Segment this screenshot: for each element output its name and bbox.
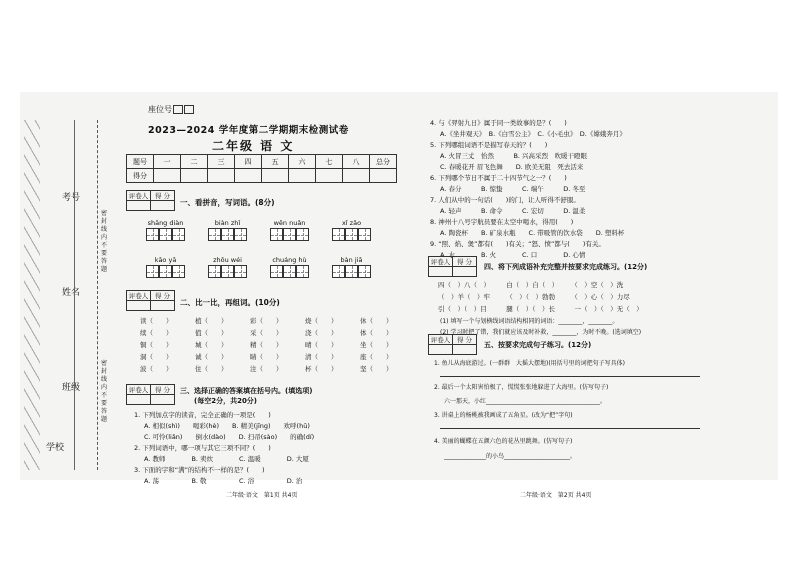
seat-number xyxy=(148,104,194,115)
reviewer-label: 评卷人 xyxy=(429,257,453,267)
section-4-title: 四、将下列成语补充完整并按要求完成练习。(12分) xyxy=(484,263,648,271)
grader-box xyxy=(428,256,477,277)
compare-item[interactable]: 值（ ） xyxy=(195,329,228,337)
char-box[interactable] xyxy=(358,265,371,278)
score-label: 得 分 xyxy=(151,385,175,395)
idiom-note-2[interactable]: (2) 学习时把了错，我们就应该及时补救，________，为时不晚。(选词填空) xyxy=(440,329,642,336)
seal-line xyxy=(97,120,98,470)
score-cell[interactable] xyxy=(453,345,477,355)
grader-box xyxy=(126,290,175,311)
question-2: 2. 下列词语中，哪一项与其它三项不同？( ) xyxy=(134,444,271,452)
char-box[interactable] xyxy=(159,265,172,278)
question-5: 5. 下列哪组词语不是描写春天的？( ) xyxy=(430,141,548,149)
char-box[interactable] xyxy=(221,265,234,278)
char-box[interactable] xyxy=(296,265,309,278)
pinyin-text: biàn zhǐ xyxy=(214,219,241,227)
section-3-points: (每空2分，共20分) xyxy=(194,397,258,405)
sentence-q4: 4. 美丽的蝴蝶在五颜六色的花丛里跳舞。(仿写句子) xyxy=(434,438,573,445)
compare-item[interactable]: 精（ ） xyxy=(250,341,283,349)
char-box[interactable] xyxy=(208,228,221,241)
char-box[interactable] xyxy=(345,228,358,241)
question-3-options[interactable]: A. 荡 B. 敬 C. 浴 D. 治 xyxy=(144,477,303,485)
question-4: 4. 与《羿射九日》属于同一类故事的是？( ) xyxy=(430,119,567,127)
score-cell[interactable] xyxy=(154,169,181,183)
answer-line[interactable] xyxy=(440,376,700,377)
compare-item[interactable]: 坚（ ） xyxy=(360,365,393,373)
compare-item[interactable]: 城（ ） xyxy=(195,341,228,349)
grader-box xyxy=(126,384,175,405)
sentence-q2: 2. 最后一个太阳害怕极了，慌慌张张地躲进了大海里。(仿写句子) xyxy=(434,384,609,391)
pinyin-item xyxy=(208,256,247,278)
idiom-row[interactable]: 四（ ）八（ ） 白（ ）自（ ） （ ）空（ ）洗 xyxy=(438,281,624,289)
compare-item[interactable]: 杯（ ） xyxy=(305,365,338,373)
compare-item[interactable]: 清（ ） xyxy=(305,353,338,361)
compare-item[interactable]: 洞（ ） xyxy=(140,353,173,361)
score-cell[interactable] xyxy=(262,169,289,183)
char-box[interactable] xyxy=(159,228,172,241)
char-box[interactable] xyxy=(146,265,159,278)
paper-sheet xyxy=(20,92,778,480)
compare-item[interactable]: 植（ ） xyxy=(195,317,228,325)
reviewer-label: 评卷人 xyxy=(127,385,151,395)
seal-text: 密封线内不要答题 xyxy=(101,210,108,273)
compare-row xyxy=(140,364,410,373)
compare-row xyxy=(140,328,410,337)
score-cell[interactable] xyxy=(343,169,370,183)
seat-box-2[interactable] xyxy=(184,105,194,114)
question-1-options-b[interactable]: C. 可怜(liǎn) 倒水(dào) D. 扫帚(sào) 的确(dí) xyxy=(144,433,315,441)
compare-item[interactable]: 睛（ ） xyxy=(250,353,283,361)
question-7: 7. 人们从中的一句话( )的门，让人听得不舒服。 xyxy=(430,196,580,204)
pinyin-item xyxy=(332,256,371,278)
compare-item[interactable]: 诚（ ） xyxy=(195,353,228,361)
compare-item[interactable]: 浇（ ） xyxy=(305,329,338,337)
score-header-cell: 二 xyxy=(181,155,208,169)
score-cell[interactable] xyxy=(151,301,175,311)
char-box[interactable] xyxy=(283,228,296,241)
score-header-cell: 题号 xyxy=(127,155,154,169)
score-cell[interactable] xyxy=(181,169,208,183)
compare-item[interactable]: 坐（ ） xyxy=(360,341,393,349)
pinyin-item xyxy=(146,219,185,241)
compare-item[interactable]: 住（ ） xyxy=(195,365,228,373)
char-box[interactable] xyxy=(146,228,159,241)
char-box[interactable] xyxy=(234,228,247,241)
section-2-title: 二、比一比，再组词。(10分) xyxy=(180,298,280,307)
seat-label: 座位号 xyxy=(148,105,172,114)
name-label: 姓名 xyxy=(62,288,81,298)
school-label: 学校 xyxy=(46,443,65,453)
reviewer-label: 评卷人 xyxy=(429,335,453,345)
reviewer-cell[interactable] xyxy=(127,201,151,211)
char-box[interactable] xyxy=(283,265,296,278)
compare-item[interactable]: 晴（ ） xyxy=(305,341,338,349)
char-box[interactable] xyxy=(296,228,309,241)
score-row-label: 得分 xyxy=(127,169,154,183)
question-8: 8. 神州十八号宇航员要在太空中喝水，得用( ) xyxy=(430,218,574,226)
page-footer-left: 二年级·语文 第1页 共4页 xyxy=(226,492,298,499)
char-box[interactable] xyxy=(172,228,185,241)
question-1: 1. 下列加点字的读音，完全正确的一项是( ) xyxy=(134,411,271,419)
char-box[interactable] xyxy=(332,228,345,241)
question-8-options[interactable]: A. 陶瓷杯 B. 矿泉水瓶 C. 带吸管的饮水袋 D. 塑料杯 xyxy=(440,229,625,237)
char-box[interactable] xyxy=(234,265,247,278)
pinyin-item xyxy=(208,219,247,241)
reviewer-label: 评卷人 xyxy=(127,191,151,201)
pinyin-text: shāng diàn xyxy=(147,219,184,227)
question-9: 9. “照、焰、煲”都有( )有关；“怒、愤”都与( )有关。 xyxy=(430,240,605,248)
compare-row xyxy=(140,340,410,349)
pinyin-text: chuáng hù xyxy=(272,256,307,264)
pinyin-text: kāo yā xyxy=(154,256,177,264)
score-table xyxy=(126,154,397,183)
pinyin-text: wēn nuǎn xyxy=(273,219,306,227)
idiom-note-1[interactable]: (1) 填写一个与划横线词语结构相同的词语：________，________。 xyxy=(440,318,619,325)
score-header-cell: 一 xyxy=(154,155,181,169)
question-5-options-a[interactable]: A. 火冒三丈 怡然 B. 兴高采烈 吹暖干瞪眼 xyxy=(440,152,588,160)
question-2-options[interactable]: A. 教师 B. 卖炊 C. 温暖 D. 大厦 xyxy=(144,455,309,463)
compare-item[interactable]: 铜（ ） xyxy=(140,341,173,349)
score-header-cell: 六 xyxy=(289,155,316,169)
compare-item[interactable]: 座（ ） xyxy=(360,353,393,361)
sentence-q2-prompt[interactable]: 六一那天，小红______________________________________。 xyxy=(444,398,607,405)
pinyin-text: xǐ zǎo xyxy=(341,219,362,227)
score-cell[interactable] xyxy=(208,169,235,183)
reviewer-label: 评卷人 xyxy=(127,291,151,301)
compare-item[interactable]: 读（ ） xyxy=(140,317,173,325)
compare-item[interactable]: 彩（ ） xyxy=(250,317,283,325)
compare-item[interactable]: 体（ ） xyxy=(360,329,393,337)
sentence-q3: 3. 讲桌上的杨桃被我画成了五角星。(改为“把”字句) xyxy=(434,412,573,419)
char-box[interactable] xyxy=(345,265,358,278)
section-1-title: 一、看拼音，写词语。(8分) xyxy=(180,198,275,207)
idiom-row[interactable]: 引（ ）（ ）目 腿（ ）（ ）长 一（ ）（ ）无（ ） xyxy=(438,305,643,313)
score-cell[interactable] xyxy=(151,201,175,211)
class-label: 班级 xyxy=(62,383,81,393)
compare-item[interactable]: 注（ ） xyxy=(250,365,283,373)
reviewer-cell[interactable] xyxy=(127,395,151,405)
grader-box xyxy=(428,334,477,355)
score-cell[interactable] xyxy=(370,169,397,183)
score-label: 得 分 xyxy=(151,191,175,201)
score-cell[interactable] xyxy=(235,169,262,183)
idiom-row[interactable]: （ ）羊（ ）牢 （ ）（ ）勃勃 （ ）心（ ）力尽 xyxy=(438,293,630,301)
pinyin-text: bàn jiā xyxy=(340,256,363,264)
score-header-cell: 七 xyxy=(316,155,343,169)
score-cell[interactable] xyxy=(453,267,477,277)
number-label: 考号 xyxy=(62,193,81,203)
seat-box[interactable] xyxy=(173,105,183,114)
score-header-cell: 四 xyxy=(235,155,262,169)
section-5-title: 五、按要求完成句子练习。(12分) xyxy=(484,341,592,349)
answer-line[interactable] xyxy=(440,428,700,429)
question-1-options-a[interactable]: A. 相似(shì) 喝彩(hè) B. 精美(jīng) 欢呼(hū) xyxy=(144,422,310,430)
compare-item[interactable]: 采（ ） xyxy=(250,329,283,337)
compare-item[interactable]: 续（ ） xyxy=(140,329,173,337)
hatch-pattern xyxy=(24,120,40,470)
score-label: 得 分 xyxy=(151,291,175,301)
reviewer-cell[interactable] xyxy=(429,267,453,277)
reviewer-cell[interactable] xyxy=(429,345,453,355)
exam-title: 2023—2024 学年度第二学期期末检测试卷 xyxy=(148,125,349,136)
sentence-q4-prompt[interactable]: ______________的小鸟______________________。 xyxy=(444,453,577,460)
question-7-options[interactable]: A. 轻声 B. 命令 C. 宏切 D. 温柔 xyxy=(440,207,586,215)
pinyin-item xyxy=(270,219,309,241)
score-header-cell: 三 xyxy=(208,155,235,169)
sentence-q1: 1. 鱼儿从海底游过。(一群群 大摇大摆地)(用括号里的词把句子写具体) xyxy=(434,360,625,367)
score-cell[interactable] xyxy=(316,169,343,183)
char-box[interactable] xyxy=(221,228,234,241)
page-footer-right: 二年级·语文 第2页 共4页 xyxy=(520,492,592,499)
grade-subject: 二年级 语 文 xyxy=(212,139,295,153)
question-3: 3. 下面的字和“满”的结构不一样的是？( ) xyxy=(134,466,265,474)
compare-item[interactable]: 休（ ） xyxy=(360,317,393,325)
pinyin-text: zhōu wéi xyxy=(213,256,242,264)
pinyin-item xyxy=(332,219,371,241)
char-box[interactable] xyxy=(208,265,221,278)
section-3-title: 三、选择正确的答案填在括号内。(填选项) xyxy=(180,387,313,395)
compare-item[interactable]: 波（ ） xyxy=(140,365,173,373)
question-4-options[interactable]: A.《坐井观天》 B.《白雪公主》 C.《小毛虫》 D.《嫦娥奔月》 xyxy=(440,130,626,138)
seal-text-2: 密封线内不要答题 xyxy=(101,360,108,423)
compare-row xyxy=(140,352,410,361)
question-5-options-b[interactable]: C. 春暖花开 眉飞色舞 D. 欧美无阻 死去活来 xyxy=(440,163,584,171)
question-6: 6. 下列哪个节日不属于二十四节气之一？( ) xyxy=(430,174,567,182)
score-cell[interactable] xyxy=(289,169,316,183)
char-box[interactable] xyxy=(270,228,283,241)
grader-box xyxy=(126,190,175,211)
score-header-cell: 五 xyxy=(262,155,289,169)
binding-strip xyxy=(22,120,112,470)
question-9-options[interactable]: A. 水 B. 火 C. 口 D. 心情 xyxy=(440,251,586,259)
char-box[interactable] xyxy=(332,265,345,278)
write-line xyxy=(74,120,75,470)
score-header-cell: 八 xyxy=(343,155,370,169)
score-label: 得 分 xyxy=(453,257,477,267)
score-header-cell: 总分 xyxy=(370,155,397,169)
char-box[interactable] xyxy=(172,265,185,278)
pinyin-item xyxy=(270,256,309,278)
score-cell[interactable] xyxy=(151,395,175,405)
pinyin-item xyxy=(146,256,185,278)
score-label: 得 分 xyxy=(453,335,477,345)
char-box[interactable] xyxy=(358,228,371,241)
char-box[interactable] xyxy=(270,265,283,278)
question-6-options[interactable]: A. 春分 B. 惊蛰 C. 端午 D. 冬至 xyxy=(440,185,586,193)
compare-row xyxy=(140,316,410,325)
reviewer-cell[interactable] xyxy=(127,301,151,311)
compare-item[interactable]: 烧（ ） xyxy=(305,317,338,325)
